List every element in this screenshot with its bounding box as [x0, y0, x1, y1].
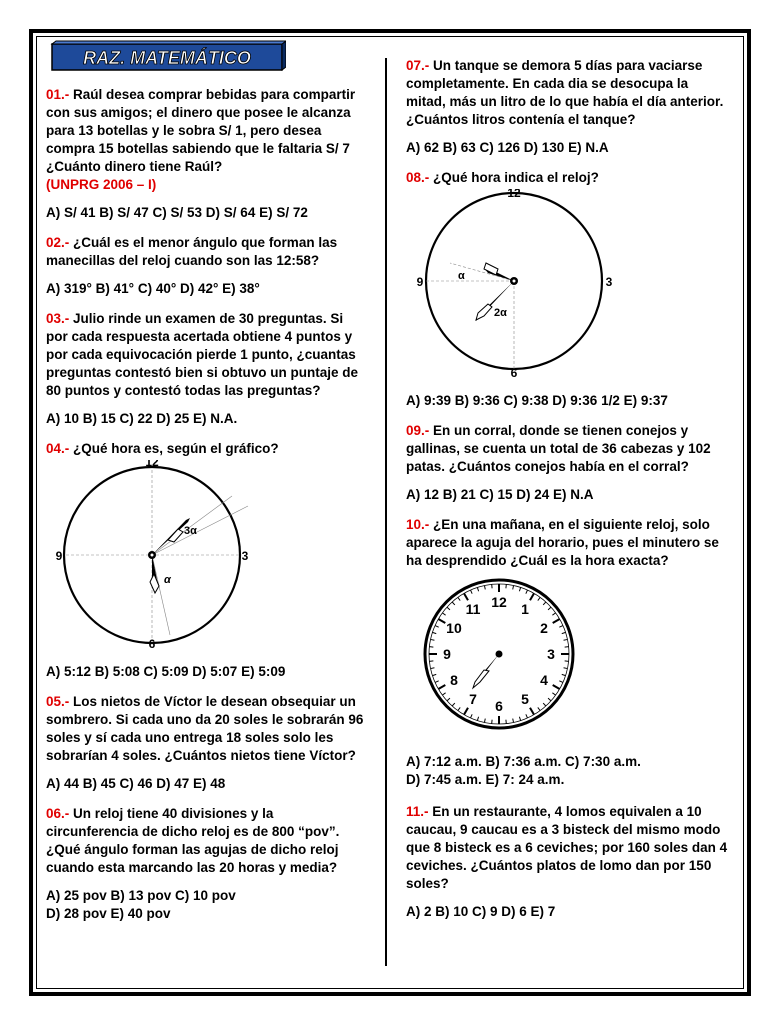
question-number: 11.-	[406, 804, 429, 819]
question-10	[406, 516, 731, 570]
clock-number-9: 9	[416, 275, 424, 289]
answer-options: A) S/ 41 B) S/ 47 C) S/ 53 D) S/ 64 E) S/ 72	[46, 205, 308, 220]
question-number: 10.-	[406, 517, 430, 532]
clock-number-12: 12	[507, 189, 521, 200]
question-number: 02.-	[46, 235, 70, 250]
question-number: 04.-	[46, 441, 70, 456]
clock-number-3: 3	[605, 275, 613, 289]
question-text: En un corral, donde se tienen conejos y gallinas, se cuenta un total de 36 cabezas y 102 patas. ¿Cuántos conejos había en el corral?	[406, 423, 711, 474]
clock-number-5: 5	[521, 691, 529, 708]
clock-number-10: 10	[446, 620, 462, 636]
question-02	[46, 234, 366, 270]
clock-number-12: 12	[491, 594, 507, 610]
clock-number-6: 6	[495, 698, 503, 714]
question-text: Raúl desea comprar bebidas para compartir con sus amigos; el dinero que posee le alcanza para 13 botellas y le sobra S/ 1, pero desea compra 15 botellas sabiendo que le faltaria S/ 7 ¿Cuánto dinero tiene Raúl?	[46, 87, 356, 174]
clock-number-12: 12	[145, 460, 159, 469]
answer-line-2: D) 7:45 a.m. E) 7: 24 a.m.	[406, 772, 565, 787]
answer-options: A) 5:12 B) 5:08 C) 5:09 D) 5:07 E) 5:09	[46, 664, 286, 679]
clock-number-6: 6	[148, 637, 156, 650]
question-06	[46, 805, 366, 877]
question-source: (UNPRG 2006 – I)	[46, 177, 157, 192]
answer-options: A) 62 B) 63 C) 126 D) 130 E) N.A	[406, 140, 609, 155]
clock-diagram	[46, 460, 286, 650]
answer-options: A) 44 B) 45 C) 46 D) 47 E) 48	[46, 776, 226, 791]
clock-number-3: 3	[547, 646, 555, 662]
clock-number-9: 9	[55, 549, 63, 563]
clock-number-4: 4	[540, 672, 548, 688]
question-04	[46, 440, 366, 458]
angle-label-a: α	[458, 270, 465, 282]
right-column	[406, 57, 731, 933]
question-11	[406, 803, 731, 893]
question-text: ¿Cuál es el menor ángulo que forman las manecillas del reloj cuando son las 12:58?	[46, 235, 338, 268]
question-text: Un tanque se demora 5 días para vaciarse completamente. En cada dia se desocupa la mitad, más un litro de lo que había el día anterior. ¿Cuántos litros contenía el tanque?	[406, 58, 724, 127]
clock-number-2: 2	[540, 620, 548, 636]
question-number: 07.-	[406, 58, 430, 73]
answer-options	[406, 753, 731, 789]
question-text: Los nietos de Víctor le desean obsequiar un sombrero. Si cada uno da 20 soles le sobrarán 96 soles y sí cada uno entrega 18 soles solo les sobrarían 4 soles. ¿Cuántos nietos tiene Víctor?	[46, 694, 364, 763]
clock-number-7: 7	[469, 691, 477, 708]
clock-figure-q08	[406, 189, 731, 384]
clock-figure-q04	[46, 460, 366, 655]
answer-options: A) 10 B) 15 C) 22 D) 25 E) N.A.	[46, 411, 238, 426]
clock-figure-q10	[414, 574, 731, 739]
answer-options: A) 2 B) 10 C) 9 D) 6 E) 7	[406, 904, 556, 919]
angle-label-a: 3α	[184, 525, 197, 537]
question-05	[46, 693, 366, 765]
question-number: 05.-	[46, 694, 70, 709]
question-text: ¿Qué hora es, según el gráfico?	[73, 441, 279, 456]
answer-options: A) 9:39 B) 9:36 C) 9:38 D) 9:36 1/2 E) 9:37	[406, 393, 668, 408]
question-01	[46, 86, 366, 194]
question-number: 09.-	[406, 423, 430, 438]
clock-diagram	[406, 189, 646, 379]
question-text: Julio rinde un examen de 30 preguntas. Si por cada respuesta acertada obtiene 4 puntos y por cada equivocación pierde 1 punto, ¿cuantas preguntas contestó bien si obtuvo un puntaje de 80 puntos y contestó todas las preguntas?	[46, 311, 359, 398]
question-09	[406, 422, 731, 476]
question-text: En un restaurante, 4 lomos equivalen a 10 caucau, 9 caucau es a 3 bisteck del mismo modo que 8 bisteck es a 6 ceviches; por 160 soles dan 4 ceviches. ¿Cuántos platos de lomo dan por 150 soles?	[406, 804, 728, 891]
clock-number-3: 3	[241, 549, 249, 563]
answer-options: A) 12 B) 21 C) 15 D) 24 E) N.A	[406, 487, 594, 502]
question-text: ¿Qué hora indica el reloj?	[433, 170, 599, 185]
question-number: 08.-	[406, 170, 430, 185]
question-07	[406, 57, 731, 129]
angle-label-b: α	[164, 574, 171, 586]
question-text: ¿En una mañana, en el siguiente reloj, solo aparece la aguja del horario, pues el minutero se ha desprendido ¿Cuál es la hora exacta?	[406, 517, 719, 568]
clock-number-11: 11	[465, 600, 481, 617]
question-03	[46, 310, 366, 400]
question-number: 03.-	[46, 311, 70, 326]
clock-number-8: 8	[450, 672, 458, 688]
clock-number-1: 1	[521, 600, 529, 617]
angle-label-b: 2α	[494, 307, 507, 319]
question-number: 06.-	[46, 806, 70, 821]
question-number: 01.-	[46, 87, 70, 102]
question-text: Un reloj tiene 40 divisiones y la circunferencia de dicho reloj es de 800 “pov”. ¿Qué ángulo forman las agujas de dicho reloj cuando esta marcando las 20 horas y media?	[46, 806, 340, 875]
title-banner	[46, 40, 286, 76]
answer-line-1: A) 7:12 a.m. B) 7:36 a.m. C) 7:30 a.m.	[406, 754, 641, 769]
left-column	[46, 40, 366, 935]
banner-title: RAZ. MATEMÁTICO	[83, 48, 251, 68]
answer-options: A) 319° B) 41° C) 40° D) 42° E) 38°	[46, 281, 260, 296]
clock-number-9: 9	[443, 646, 451, 662]
column-divider	[385, 58, 387, 966]
clock-number-6: 6	[510, 366, 518, 379]
clock-diagram	[414, 574, 584, 734]
answer-line-2: D) 28 pov E) 40 pov	[46, 906, 171, 921]
answer-options	[46, 887, 366, 923]
question-08	[406, 169, 731, 187]
answer-line-1: A) 25 pov B) 13 pov C) 10 pov	[46, 888, 236, 903]
